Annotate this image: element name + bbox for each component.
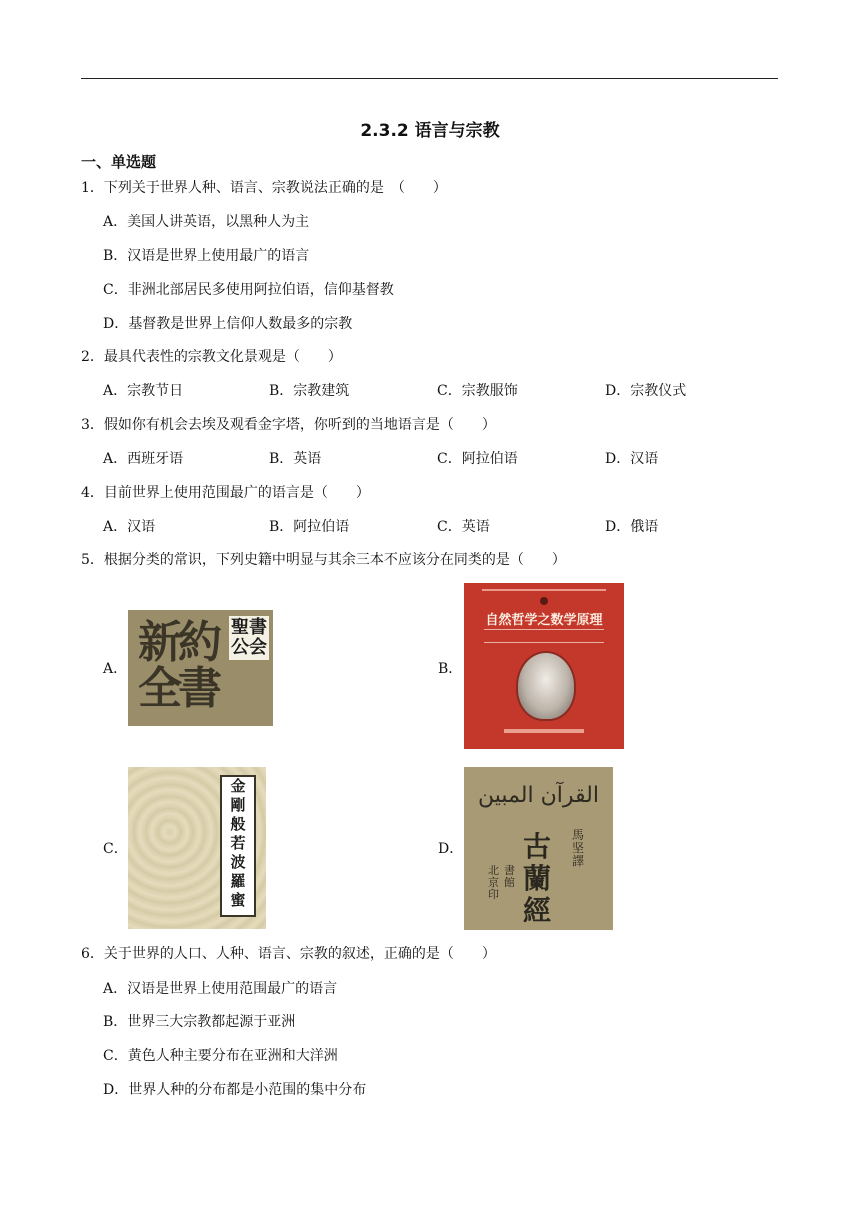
header-rule [81, 78, 778, 79]
book-a-side-label: 聖書公会 [231, 617, 267, 658]
question-3-option-a[interactable]: A．西班牙语 [103, 451, 184, 467]
question-4-option-d[interactable]: D．俄语 [605, 519, 659, 535]
question-4-option-a[interactable]: A．汉语 [103, 519, 156, 535]
question-2-option-a[interactable]: A．宗教节日 [103, 383, 184, 399]
question-5-stem: 5．根据分类的常识，下列史籍中明显与其余三本不应该分在同类的是（ ） [81, 552, 566, 568]
book-image-diamond-sutra [128, 767, 266, 929]
question-6-option-b[interactable]: B．世界三大宗教都起源于亚洲 [103, 1014, 296, 1030]
book-a-title: 新約全書 [138, 617, 218, 714]
sutra-char: 蜜 [230, 891, 246, 909]
book-d-side-text: 馬 坚 譯 [572, 828, 585, 868]
sutra-char: 剛 [230, 796, 246, 814]
sutra-char: 般 [230, 815, 246, 833]
question-1-option-a[interactable]: A．美国人讲英语，以黑种人为主 [103, 214, 310, 230]
sutra-char: 羅 [230, 872, 246, 890]
book-d-arabic-title: القرآن المبين [478, 783, 599, 808]
question-6-option-d[interactable]: D．世界人种的分布都是小范围的集中分布 [103, 1082, 367, 1098]
question-2-option-c[interactable]: C．宗教服饰 [437, 383, 518, 399]
question-1-option-d[interactable]: D．基督教是世界上信仰人数最多的宗教 [103, 316, 353, 332]
book-d-title: 古蘭經 [522, 830, 551, 927]
question-3-option-c[interactable]: C．阿拉伯语 [437, 451, 518, 467]
sutra-title-band [220, 775, 256, 917]
book-d-publisher-text: 書 館 [504, 864, 515, 889]
question-5-option-c[interactable]: C． [103, 841, 128, 857]
section-heading: 一、单选题 [81, 153, 157, 171]
sutra-char: 若 [230, 834, 246, 852]
question-3-stem: 3．假如你有机会去埃及观看金字塔，你听到的当地语言是（ ） [81, 417, 496, 433]
question-2-option-b[interactable]: B．宗教建筑 [269, 383, 350, 399]
cover-subtitle-band [484, 629, 604, 643]
book-image-new-testament [128, 610, 273, 726]
question-6-option-a[interactable]: A．汉语是世界上使用范围最广的语言 [103, 981, 338, 997]
question-2-stem: 2．最具代表性的宗教文化景观是（ ） [81, 349, 342, 365]
newton-portrait [516, 651, 576, 721]
book-b-title: 自然哲学之数学原理 [485, 613, 603, 628]
question-1-option-b[interactable]: B．汉语是世界上使用最广的语言 [103, 248, 310, 264]
cover-footer-band [504, 729, 584, 733]
question-6-stem: 6．关于世界的人口、人种、语言、宗教的叙述，正确的是（ ） [81, 946, 496, 962]
sutra-char: 金 [230, 777, 246, 795]
sutra-char: 波 [230, 853, 246, 871]
question-4-option-b[interactable]: B．阿拉伯语 [269, 519, 350, 535]
question-3-option-d[interactable]: D．汉语 [605, 451, 659, 467]
page-title: 2.3.2 语言与宗教 [360, 121, 500, 141]
book-image-principia [464, 583, 624, 749]
cover-rule [482, 589, 606, 591]
question-4-stem: 4．目前世界上使用范围最广的语言是（ ） [81, 485, 370, 501]
book-d-publisher-text: 北 京 印 [488, 864, 499, 901]
question-2-option-d[interactable]: D．宗教仪式 [605, 383, 687, 399]
question-1-option-c[interactable]: C．非洲北部居民多使用阿拉伯语，信仰基督教 [103, 282, 394, 298]
question-1-stem: 1．下列关于世界人种、语言、宗教说法正确的是 （ ） [81, 180, 447, 196]
question-5-option-d[interactable]: D． [438, 841, 464, 857]
book-image-quran [464, 767, 613, 930]
question-5-option-b[interactable]: B． [438, 661, 463, 677]
question-5-option-a[interactable]: A． [103, 661, 128, 677]
question-3-option-b[interactable]: B．英语 [269, 451, 322, 467]
question-4-option-c[interactable]: C．英语 [437, 519, 490, 535]
cover-seal-icon [540, 597, 548, 605]
question-6-option-c[interactable]: C．黄色人种主要分布在亚洲和大洋洲 [103, 1048, 338, 1064]
